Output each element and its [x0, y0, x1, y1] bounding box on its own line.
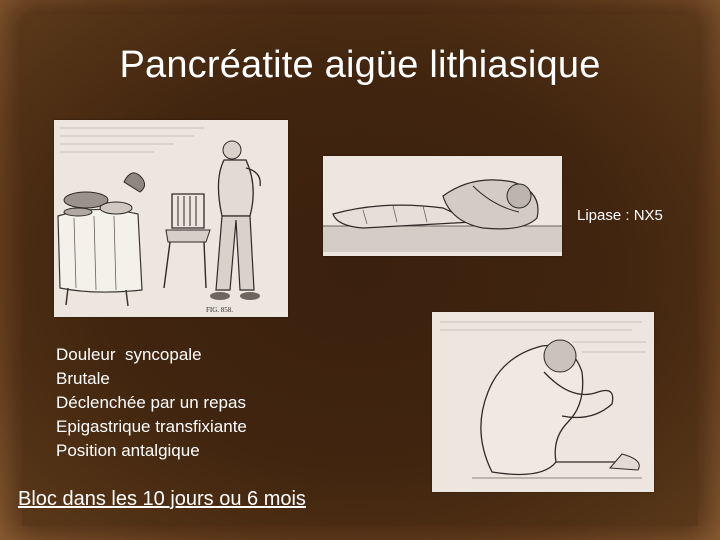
- lying-patient-drawing: [323, 156, 562, 256]
- lipase-result: Lipase : NX5: [577, 207, 663, 224]
- symptom-item: Position antalgique: [56, 441, 200, 460]
- standing-patient-drawing: [54, 120, 288, 317]
- symptom-item: Douleur syncopale: [56, 345, 202, 364]
- symptom-item: Déclenchée par un repas: [56, 393, 246, 412]
- figure-caption: FIG. 858.: [206, 306, 234, 314]
- illustration-lying-patient: [323, 156, 562, 256]
- slide-title: Pancréatite aigüe lithiasique: [119, 44, 601, 86]
- symptom-item: Epigastrique transfixiante: [56, 417, 247, 436]
- symptom-item: Brutale: [56, 369, 110, 388]
- sitting-patient-drawing: [432, 312, 654, 492]
- illustration-sitting-patient: [432, 312, 654, 492]
- illustration-standing-patient: [54, 120, 288, 317]
- symptom-list: [56, 343, 247, 463]
- surgery-timing-note: Bloc dans les 10 jours ou 6 mois: [18, 488, 306, 510]
